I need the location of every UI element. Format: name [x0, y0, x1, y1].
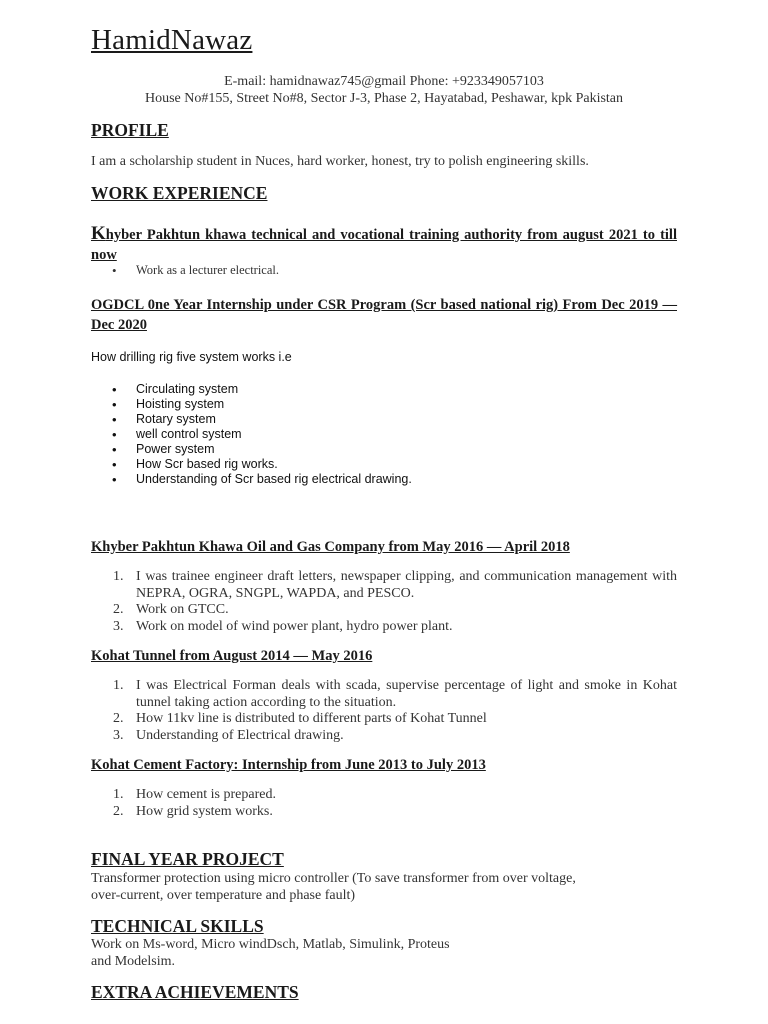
list-item: [91, 804, 677, 821]
extra-heading: EXTRA ACHIEVEMENTS: [91, 982, 299, 1002]
list-text: I was trainee engineer draft letters, newspaper clipping, and communication management with NEPRA, OGRA, SNGPL, WAPDA, and PESCO.: [136, 569, 677, 601]
list-item: • well control system: [91, 427, 412, 442]
job-title-kpogcl: Khyber Pakhtun Khawa Oil and Gas Company from May 2016 — April 2018: [91, 539, 570, 555]
fyp-heading: FINAL YEAR PROJECT: [91, 849, 284, 869]
contact-block: [91, 73, 677, 107]
skills-text: [91, 936, 450, 970]
list-number: 2.: [113, 803, 124, 819]
job-items-kohat-tunnel: [91, 678, 677, 744]
list-text: Work on model of wind power plant, hydro power plant.: [136, 618, 453, 634]
job-title-kptvta: [91, 224, 677, 265]
list-number: 3.: [113, 618, 124, 634]
list-item: [91, 569, 677, 602]
list-text: I was Electrical Forman deals with scada, supervise percentage of light and smoke in Kohat tunnel taking action according to the situation.: [136, 678, 677, 710]
list-number: 1.: [113, 678, 124, 693]
list-number: 2.: [113, 711, 124, 726]
list-number: 1.: [113, 787, 124, 802]
fyp-text: [91, 870, 576, 904]
job-title-ogdcl: OGDCL 0ne Year Internship under CSR Program (Scr based national rig) From Dec 2019 —Dec 2020: [91, 297, 677, 333]
profile-heading: PROFILE: [91, 120, 169, 140]
list-item: • Rotary system: [91, 412, 412, 427]
address-line: House No#155, Street No#8, Sector J-3, Phase 2, Hayatabad, Peshawar, kpk Pakistan: [144, 91, 624, 106]
candidate-name: HamidNawaz: [91, 24, 253, 56]
list-item: [91, 711, 677, 728]
list-text: How grid system works.: [136, 803, 273, 819]
list-number: 3.: [113, 727, 124, 743]
list-text: Work on GTCC.: [136, 602, 229, 617]
list-number: 1.: [113, 569, 124, 584]
job-title-kohat-cement: Kohat Cement Factory: Internship from June 2013 to July 2013: [91, 757, 486, 773]
contact-line: E-mail: hamidnawaz745@gmail Phone: +923349057103: [224, 74, 544, 89]
job-bullets-ogdcl: [91, 382, 412, 487]
list-number: 2.: [113, 602, 124, 617]
list-item: • Power system: [91, 442, 412, 457]
list-item: • Work as a lecturer electrical.: [91, 263, 279, 278]
list-item: • Understanding of Scr based rig electrical drawing.: [91, 472, 412, 487]
job-title-kohat-tunnel: Kohat Tunnel from August 2014 — May 2016: [91, 648, 373, 664]
list-item: • Circulating system: [91, 382, 412, 397]
fyp-line: over-current, over temperature and phase fault): [91, 888, 356, 903]
list-item: [91, 728, 677, 745]
list-item: [91, 678, 677, 711]
job-items-kohat-cement: [91, 787, 677, 820]
skills-heading: TECHNICAL SKILLS: [91, 916, 264, 936]
fyp-line: Transformer protection using micro controller (To save transformer from over voltage,: [91, 871, 576, 886]
job-intro-ogdcl: How drilling rig five system works i.e: [91, 350, 292, 364]
list-item: [91, 619, 677, 636]
work-heading: WORK EXPERIENCE: [91, 183, 268, 203]
list-item: [91, 787, 677, 804]
profile-text: I am a scholarship student in Nuces, hard worker, honest, try to polish engineering skills.: [91, 154, 589, 169]
list-text: How cement is prepared.: [136, 787, 276, 802]
skills-line: Work on Ms-word, Micro windDsch, Matlab, Simulink, Proteus: [91, 937, 450, 952]
job-bullets-kptvta: [91, 263, 279, 278]
list-text: How 11kv line is distributed to different parts of Kohat Tunnel: [136, 711, 487, 726]
job-title-rest: hyber Pakhtun khawa technical and vocational training authority from august 2021 to till now: [91, 227, 677, 263]
skills-line: and Modelsim.: [91, 954, 175, 969]
list-item: [91, 602, 677, 619]
list-item: • Hoisting system: [91, 397, 412, 412]
list-item: • How Scr based rig works.: [91, 457, 412, 472]
job-title-first-letter: K: [91, 223, 106, 244]
job-items-kpogcl: [91, 569, 677, 635]
list-text: Understanding of Electrical drawing.: [136, 727, 344, 743]
